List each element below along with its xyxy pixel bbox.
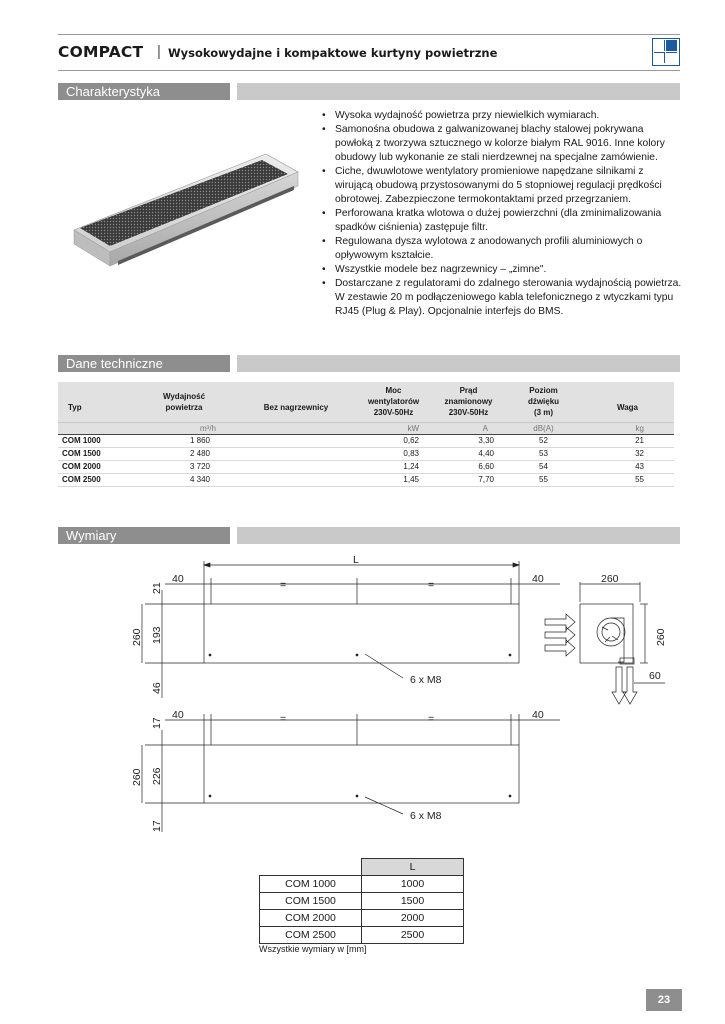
col-airflow: Wydajność powietrza <box>162 391 206 412</box>
dim-260: 260 <box>131 628 143 646</box>
dim-L: L <box>353 554 359 566</box>
dim-60: 60 <box>649 670 661 682</box>
bolt-label-2: 6 x M8 <box>410 810 442 822</box>
page-number: 23 <box>646 989 682 1011</box>
section-label: Charakterystyka <box>58 83 230 100</box>
dim-40-right: 40 <box>532 573 544 585</box>
dimensions-table <box>259 858 464 944</box>
section-bar <box>237 355 680 372</box>
unit-sound: dB(A) <box>506 422 581 434</box>
table-row: COM 2000 3 720 1,24 6,60 54 43 <box>58 460 674 473</box>
dim-226: 226 <box>151 767 163 785</box>
col-no-heater: Bez nagrzewnicy <box>263 402 329 412</box>
dim-260-side-width: 260 <box>601 573 619 585</box>
unit-power: kW <box>356 422 431 434</box>
dim-46: 46 <box>151 682 163 694</box>
technical-data-table <box>58 382 674 487</box>
air-curtain-product-image <box>70 148 302 288</box>
table-row: COM 2500 4 340 1,45 7,70 55 55 <box>58 473 674 486</box>
table-row: COM 1500 1500 <box>260 893 464 910</box>
header-bottom-rule <box>58 70 680 71</box>
feature-item: • Samonośna obudowa z galwanizowanej blachy stalowej pokrywana powłoką z tworzywa sztucznego w kolorze białym RAL 9016. Inne kolory obudowy lub wykonanie ze stali nierdzewnej na specjalne zamówienie. <box>320 123 682 165</box>
dim-17-top: 17 <box>151 717 163 729</box>
section-label: Wymiary <box>58 527 230 544</box>
section-header-dimensions <box>58 527 680 544</box>
feature-item: • Regulowana dysza wylotowa z anodowanych profili aluminiowych o opływowym kształcie. <box>320 235 682 263</box>
section-bar <box>237 527 680 544</box>
unit-weight: kg <box>581 422 674 434</box>
product-subtitle: Wysokowydajne i kompaktowe kurtyny powietrzne <box>168 46 498 60</box>
feature-item: • Wysoka wydajność powietrza przy niewielkich wymiarach. <box>320 109 682 123</box>
table-row: COM 2500 2500 <box>260 927 464 944</box>
dim-col-L: L <box>362 859 464 876</box>
dim-40-right-2: 40 <box>532 709 544 721</box>
header-top-rule <box>58 34 680 35</box>
title-separator: | <box>157 43 161 60</box>
col-weight: Waga <box>616 402 639 412</box>
dim-17-bottom: 17 <box>151 820 163 832</box>
feature-item: • Dostarczane z regulatorami do zdalnego sterowania wydajnością powietrza. W zestawie 20 m podłączeniowego kabla telefonicznego z wtyczkami typu RJ45 (Plug & Play). Opcjonalnie interfejs do BMS. <box>320 277 682 319</box>
col-type: Typ <box>68 402 82 412</box>
dimension-drawing <box>0 550 725 840</box>
table-row: COM 1000 1000 <box>260 876 464 893</box>
dim-193: 193 <box>151 626 163 644</box>
col-sound: Poziom dźwięku (3 m) <box>527 386 560 418</box>
unit-airflow: m³/h <box>132 422 236 434</box>
feature-item: • Wszystkie modele bez nagrzewnicy – „zimne". <box>320 263 682 277</box>
dim-eq-right: = <box>428 579 435 591</box>
table-row: COM 2000 2000 <box>260 910 464 927</box>
section-label: Dane techniczne <box>58 355 230 372</box>
feature-list <box>320 109 682 319</box>
feature-item: • Ciche, dwuwlotowe wentylatory promieniowe napędzane silnikami z wirującą obudową przystosowanymi do 5 stopniowej regulacji prędkości obrotowej. Zabezpieczone termokontaktami przed przegrzaniem. <box>320 165 682 207</box>
feature-item: • Perforowana kratka wlotowa o dużej powierzchni (dla zminimalizowania spadków ciśnienia) zastępuje filtr. <box>320 207 682 235</box>
units-note: Wszystkie wymiary w [mm] <box>259 944 367 954</box>
product-title: COMPACT <box>58 43 144 61</box>
dim-40-left-2: 40 <box>172 709 184 721</box>
unit-current: A <box>431 422 506 434</box>
dim-eq-left-2: = <box>280 713 287 725</box>
dim-eq-left: = <box>280 579 287 591</box>
col-current: Prąd znamionowy 230V-50Hz <box>444 386 493 418</box>
table-row: COM 1500 2 480 0,83 4,40 53 32 <box>58 447 674 460</box>
dim-260-side-height: 260 <box>655 628 667 646</box>
table-row: COM 1000 1 860 0,62 3,30 52 21 <box>58 434 674 447</box>
brand-logo-icon <box>652 38 680 66</box>
dim-eq-right-2: = <box>428 713 435 725</box>
dim-40-left: 40 <box>172 573 184 585</box>
section-bar <box>237 83 680 100</box>
dim-21: 21 <box>151 582 163 594</box>
dim-260-2: 260 <box>131 768 143 786</box>
section-header-characteristics <box>58 83 680 100</box>
section-header-technical <box>58 355 680 372</box>
bolt-label: 6 x M8 <box>410 674 442 686</box>
col-power: Moc wentylatorów 230V-50Hz <box>367 386 420 418</box>
